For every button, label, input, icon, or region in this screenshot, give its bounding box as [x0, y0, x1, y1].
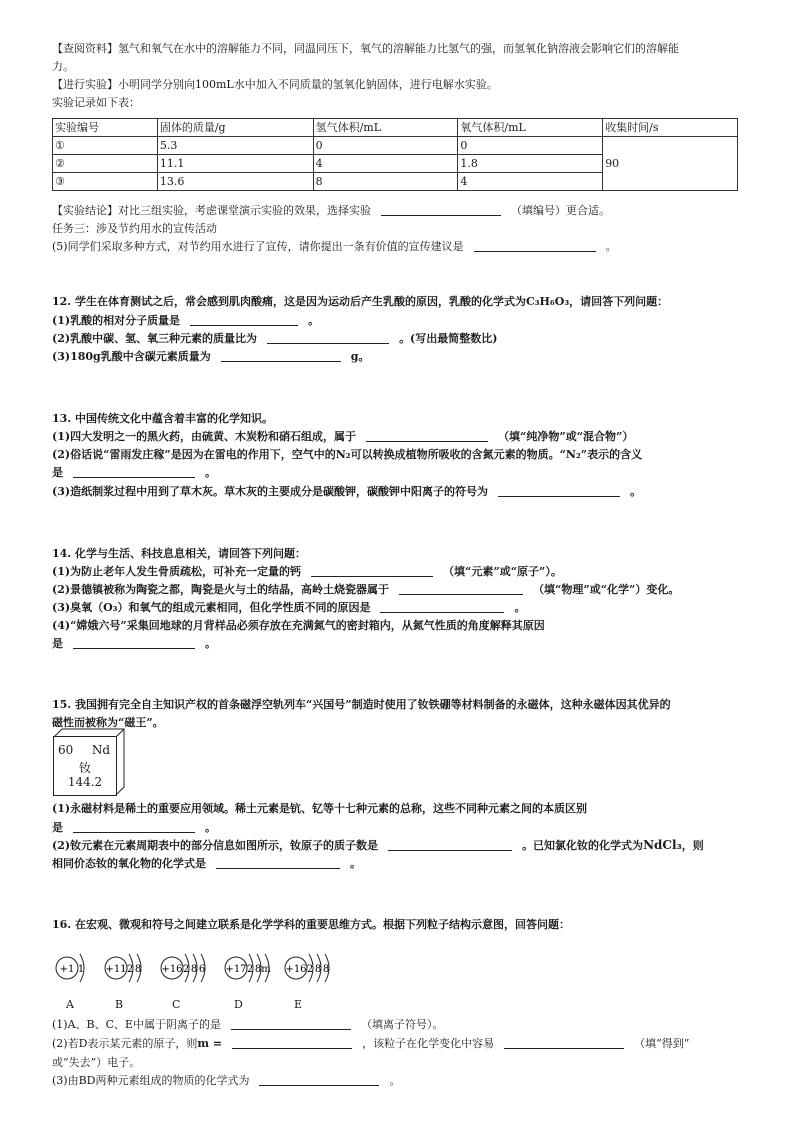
punct: 。: [630, 485, 642, 498]
answer-blank[interactable]: [380, 601, 504, 613]
punct: 。: [350, 857, 361, 870]
q15-p2-tail: ，则: [681, 839, 704, 852]
particle-diagram-b: [105, 954, 141, 982]
nucleus-charge: +16: [161, 964, 183, 975]
nucleus-charge: +17: [225, 964, 247, 975]
electron-count: 6: [198, 964, 206, 975]
answer-blank[interactable]: [311, 565, 433, 577]
punct: 。: [605, 240, 617, 253]
question-14-part-4: (4)“嫦娥六号”采集回地球的月背样品必须存放在充满氮气的密封箱内，从氮气性质的角度解释其原因: [52, 619, 545, 632]
table-cell: 1.8: [458, 155, 603, 173]
question-14-stem: 14. 化学与生活、科技息息相关，请回答下列问题：: [52, 547, 306, 560]
particle-structure-diagrams: [50, 940, 350, 996]
table-cell: ②: [53, 155, 158, 173]
q13-p1-text: (1)四大发明之一的黑火药，由硫黄、木炭粉和硝石组成，属于: [52, 430, 357, 443]
answer-blank[interactable]: [388, 839, 512, 851]
question-13-part-1: [52, 429, 633, 444]
question-14-part-3: [52, 600, 525, 615]
table-cell: 11.1: [157, 155, 313, 173]
punct: 。: [205, 821, 216, 834]
electron-count: 8: [254, 964, 262, 975]
question-15-part-2: [52, 838, 704, 853]
answer-blank[interactable]: [73, 466, 195, 478]
punct: 。: [205, 637, 216, 650]
electron-count: 2: [306, 964, 314, 975]
atom-label-b: B: [115, 998, 124, 1011]
table-cell: 0: [458, 137, 603, 155]
answer-blank[interactable]: [232, 1037, 352, 1049]
q15-p1b-text: 是: [52, 821, 63, 834]
question-12-part-3: [52, 349, 369, 364]
electron-count: 8: [190, 964, 198, 975]
q14-p2-text: (2)景德镇被称为陶瓷之都，陶瓷是火与土的结晶，高岭土烧瓷器属于: [52, 583, 390, 596]
question-5-line: [52, 239, 617, 254]
question-16-part-2: [52, 1036, 689, 1051]
electron-count: 8: [314, 964, 322, 975]
table-header-cell: 收集时间/s: [603, 119, 738, 137]
table-cell: 0: [313, 137, 458, 155]
q14-p3-text: (3)臭氧（O₃）和氧气的组成元素相同，但化学性质不同的原因是: [52, 601, 371, 614]
atom-label-c: C: [172, 998, 181, 1011]
q12-stem-text: 12. 学生在体育测试之后，常会感到肌肉酸痛，这是因为运动后产生乳酸的原因，乳酸的化学式为: [52, 295, 526, 308]
question-14-part-1: [52, 564, 562, 579]
intro-line-4: 实验记录如下表：: [52, 96, 140, 109]
intro-line-3: 【进行实验】小明同学分别向100mL水中加入不同质量的氢氧化钠固体，进行电解水实验。: [52, 78, 498, 91]
periodic-table-tile: [53, 736, 117, 796]
answer-blank[interactable]: [498, 485, 620, 497]
question-15-part-1: (1)永磁材料是稀土的重要应用领域。稀土元素是钪、钇等十七种元素的总称，这些不同种元素之间的本质区别: [52, 802, 588, 815]
conclusion-suffix: （填编号）更合适。: [511, 204, 610, 217]
electron-count: 2: [126, 964, 134, 975]
question-15-stem-2: 磁性而被称为“磁王”。: [52, 716, 164, 729]
punct: 。: [514, 601, 526, 614]
table-header-cell: 实验编号: [53, 119, 158, 137]
q12-p3-text: (3)180g乳酸中含碳元素质量为: [52, 350, 211, 363]
q12-p2-end: 。(写出最简整数比): [399, 332, 498, 345]
table-cell: 13.6: [157, 173, 313, 191]
electron-count: 1: [77, 964, 85, 975]
electron-count: 2: [246, 964, 254, 975]
table-cell: ③: [53, 173, 158, 191]
q16-p3-text: (3)由BD两种元素组成的物质的化学式为: [52, 1074, 250, 1087]
electron-count: 2: [182, 964, 190, 975]
question-14-part-4b: [52, 636, 216, 651]
answer-blank[interactable]: [221, 350, 341, 362]
answer-blank[interactable]: [259, 1074, 379, 1086]
answer-blank[interactable]: [381, 204, 501, 216]
q14-p2-end: （填“物理”或“化学”）变化。: [533, 583, 680, 596]
nucleus-charge: +1: [59, 964, 75, 975]
particle-diagram-d: [225, 954, 271, 982]
question-12-stem: [52, 294, 668, 309]
particle-diagram-e: [285, 954, 329, 982]
question-12-part-1: [52, 313, 319, 328]
particle-diagram-a: [56, 954, 84, 982]
punct: 。: [308, 314, 320, 327]
table-cell: ①: [53, 137, 158, 155]
q14-p4b-text: 是: [52, 637, 63, 650]
q13-p2b-text: 是: [52, 466, 63, 479]
intro-line-2: 力。: [52, 60, 74, 73]
answer-blank[interactable]: [267, 332, 389, 344]
answer-blank[interactable]: [73, 821, 195, 833]
q12-p2-text: (2)乳酸中碳、氢、氧三种元素的质量比为: [52, 332, 258, 345]
question-15-stem-1: 15. 我国拥有完全自主知识产权的首条磁浮空轨列车“兴国号”制造时使用了钕铁硼等材料制备的永磁体，这种永磁体因其优异的: [52, 698, 671, 711]
question-5-text: (5)同学们采取多种方式，对节约用水进行了宣传，请你提出一条有价值的宣传建议是: [52, 240, 464, 253]
question-16-part-3: [52, 1073, 400, 1088]
question-13-part-3: [52, 484, 641, 499]
q16-m-label: m =: [197, 1037, 223, 1050]
question-15-part-2b: [52, 856, 361, 871]
question-12-part-2: [52, 331, 497, 346]
punct: 。: [389, 1074, 401, 1087]
q15-p2b-text: 相同价态钕的氧化物的化学式是: [52, 857, 206, 870]
table-cell: 4: [313, 155, 458, 173]
element-name: 钕: [78, 761, 91, 775]
question-13-part-2b: [52, 465, 216, 480]
answer-blank[interactable]: [216, 857, 340, 869]
question-16-part-1: [52, 1017, 444, 1032]
table-header-cell: 固体的质量/g: [157, 119, 313, 137]
experiment-record-table: [52, 118, 738, 191]
answer-blank[interactable]: [190, 314, 298, 326]
table-header-cell: 氢气体积/mL: [313, 119, 458, 137]
ndcl3-formula: NdCl₃: [643, 838, 682, 852]
q16-p1-text: (1)A、B、C、E中属于阴离子的是: [52, 1018, 222, 1031]
answer-blank[interactable]: [73, 637, 195, 649]
q16-p2-mid: ，该粒子在化学变化中容易: [362, 1037, 495, 1050]
answer-blank[interactable]: [231, 1018, 351, 1030]
nucleus-charge: +16: [285, 964, 307, 975]
q15-p2-text: (2)钕元素在元素周期表中的部分信息如图所示，钕原子的质子数是: [52, 839, 379, 852]
q14-p1-end: （填“元素”或“原子”）。: [443, 565, 562, 578]
q16-p2-end: （填“得到”: [634, 1037, 690, 1050]
q15-p2-mid: 。已知氯化钕的化学式为: [522, 839, 644, 852]
q13-p1-end: （填“纯净物”或“混合物”）: [498, 430, 634, 443]
question-16-stem: 16. 在宏观、微观和符号之间建立联系是化学学科的重要思维方式。根据下列粒子结构示意图，回答问题：: [52, 918, 570, 931]
table-cell: 5.3: [157, 137, 313, 155]
question-14-part-2: [52, 582, 679, 597]
electron-count: 8: [134, 964, 142, 975]
lactic-acid-formula: C₃H₆O₃: [525, 295, 570, 308]
atom-label-a: A: [66, 998, 74, 1011]
q14-p1-text: (1)为防止老年人发生骨质疏松，可补充一定量的钙: [52, 565, 302, 578]
atom-label-d: D: [234, 998, 243, 1011]
electron-count: 8: [322, 964, 330, 975]
q16-p1-end: （填离子符号）。: [361, 1018, 444, 1031]
table-cell: 8: [313, 173, 458, 191]
collect-time-cell: 90: [603, 137, 738, 191]
q12-p1-text: (1)乳酸的相对分子质量是: [52, 314, 181, 327]
table-header-row: [53, 119, 738, 137]
particle-diagram-c: [161, 954, 205, 982]
question-15-part-1b: [52, 820, 216, 835]
answer-blank[interactable]: [504, 1037, 624, 1049]
answer-blank[interactable]: [399, 583, 523, 595]
punct: 。: [205, 466, 216, 479]
intro-line-1: 【查阅资料】氢气和氧气在水中的溶解能力不同，同温同压下，氧气的溶解能力比氢气的强，而氢氧化钠溶液会影响它们的溶解能: [52, 42, 679, 55]
conclusion-line: [52, 203, 610, 218]
question-13-stem: 13. 中国传统文化中蕴含着丰富的化学知识。: [52, 412, 273, 425]
q16-p2-text: (2)若D表示某元素的原子，则: [52, 1037, 198, 1050]
table-header-cell: 氧气体积/mL: [458, 119, 603, 137]
answer-blank[interactable]: [366, 430, 488, 442]
q12-stem-suffix: ，请回答下列问题：: [569, 295, 669, 308]
element-symbol: Nd: [91, 743, 110, 757]
electron-count: m: [261, 964, 271, 975]
table-cell: 4: [458, 173, 603, 191]
question-16-part-2b: 或“失去”）电子。: [52, 1056, 141, 1069]
task3-title: 任务三：涉及节约用水的宣传活动: [52, 222, 217, 235]
q12-p3-end: g。: [350, 350, 370, 363]
question-13-part-2: (2)俗话说“雷雨发庄稼”是因为在雷电的作用下，空气中的N₂可以转换成植物所吸收的含氮元素的物质。“N₂”表示的含义: [52, 448, 643, 461]
table-row: [53, 137, 738, 155]
answer-blank[interactable]: [474, 240, 596, 252]
conclusion-prefix: 【实验结论】对比三组实验，考虑课堂演示实验的效果，选择实验: [52, 204, 371, 217]
atomic-mass: 144.2: [67, 775, 103, 789]
atomic-number: 60: [58, 743, 74, 757]
nucleus-charge: +11: [105, 964, 127, 975]
atom-label-e: E: [294, 998, 303, 1011]
q13-p3-text: (3)造纸制浆过程中用到了草木灰。草木灰的主要成分是碳酸钾，碳酸钾中阳离子的符号为: [52, 485, 489, 498]
